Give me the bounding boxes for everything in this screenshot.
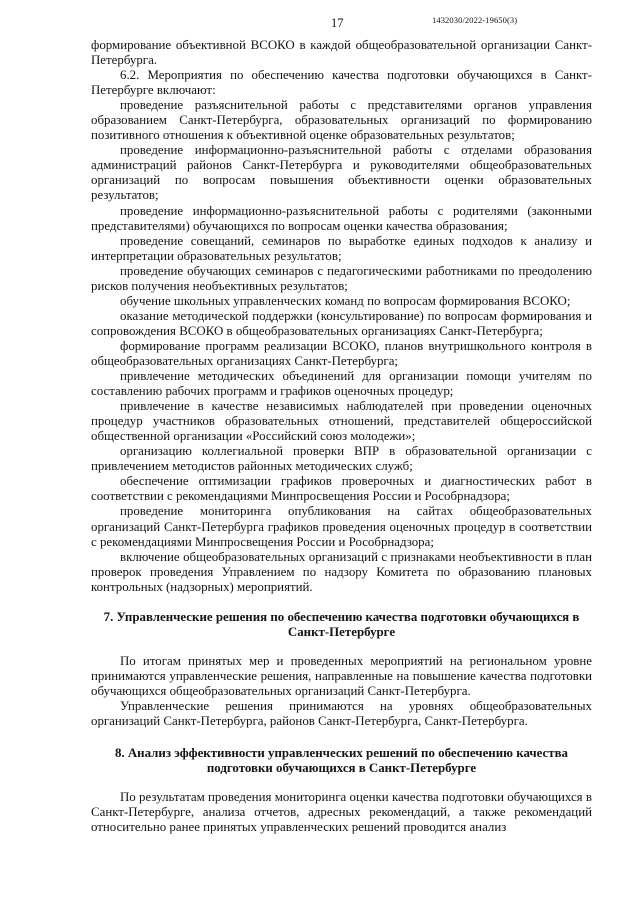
section-7-heading: 7. Управленческие решения по обеспечению качества подготовки обучающихся в Санкт-Петербурге bbox=[103, 609, 580, 639]
list-item: привлечение в качестве независимых наблюдателей при проведении оценочных процедур участников образовательных отношений, представителей общероссийской общественной организации «Российский союз молодежи»; bbox=[91, 399, 592, 444]
paragraph: По результатам проведения мониторинга оценки качества подготовки обучающихся в Санкт-Петербурге, анализа отчетов, адресных рекомендаций, а также рекомендаций относительно ранее принятых управленческих решений проводится анализ bbox=[91, 790, 592, 835]
document-body bbox=[91, 38, 592, 835]
paragraph: По итогам принятых мер и проведенных мероприятий на региональном уровне принимаются управленческие решения, направленные на повышение качества подготовки обучающихся общеобразовательных организаций Санкт-Петербурга. bbox=[91, 653, 592, 698]
list-item: проведение совещаний, семинаров по выработке единых подходов к анализу и интерпретации образовательных результатов; bbox=[91, 233, 592, 263]
list-item: проведение разъяснительной работы с представителями органов управления образованием Санкт-Петербурга, образовательных организаций по формированию позитивного отношения к объективной оценке образовательных результатов; bbox=[91, 98, 592, 143]
page-number: 17 bbox=[331, 16, 344, 30]
list-item: организацию коллегиальной проверки ВПР в образовательной организации с привлечением методистов районных методических служб; bbox=[91, 444, 592, 474]
list-item: обучение школьных управленческих команд по вопросам формирования ВСОКО; bbox=[120, 293, 571, 308]
list-item: обеспечение оптимизации графиков проверочных и диагностических работ в соответствии с рекомендациями Минпросвещения России и Рособрнадзора; bbox=[91, 474, 592, 504]
section-8-heading: 8. Анализ эффективности управленческих решений по обеспечению качества подготовки обучающихся в Санкт-Петербурге bbox=[114, 746, 568, 776]
paragraph: 6.2. Мероприятия по обеспечению качества подготовки обучающихся в Санкт-Петербурге включают: bbox=[91, 68, 592, 98]
paragraph: формирование объективной ВСОКО в каждой общеобразовательной организации Санкт-Петербурга. bbox=[91, 38, 592, 68]
document-code: 1432030/2022-19650(3) bbox=[432, 15, 518, 25]
list-item: формирование программ реализации ВСОКО, планов внутришкольного контроля в общеобразовательных организациях Санкт-Петербурга; bbox=[91, 338, 592, 368]
list-item: проведение информационно-разъяснительной работы с родителями (законными представителями) обучающихся по вопросам оценки качества образования; bbox=[91, 203, 592, 233]
list-item: привлечение методических объединений для организации помощи учителям по составлению рабочих программ и графиков оценочных процедур; bbox=[91, 369, 592, 399]
list-item: проведение мониторинга опубликования на сайтах общеобразовательных организаций Санкт-Петербурга графиков проведения оценочных процедур в соответствии с рекомендациями Минпросвещения России и Рособрнадзора; bbox=[91, 504, 592, 549]
list-item: проведение информационно-разъяснительной работы с отделами образования администраций районов Санкт-Петербурга и руководителями общеобразовательных организаций по вопросам повышения объективности оценки образовательных результатов; bbox=[91, 143, 592, 203]
list-item: оказание методической поддержки (консультирование) по вопросам формирования и сопровождения ВСОКО в общеобразовательных организациях Санкт-Петербурга; bbox=[91, 308, 592, 338]
list-item: проведение обучающих семинаров с педагогическими работниками по преодолению рисков получения необъективных результатов; bbox=[91, 263, 592, 293]
list-item: включение общеобразовательных организаций с признаками необъективности в план проверок проведения Управлением по надзору Комитета по образованию плановых контрольных (надзорных) мероприятий. bbox=[91, 549, 592, 594]
paragraph: Управленческие решения принимаются на уровнях общеобразовательных организаций Санкт-Петербурга, районов Санкт-Петербурга, Санкт-Петербурга. bbox=[91, 698, 592, 729]
